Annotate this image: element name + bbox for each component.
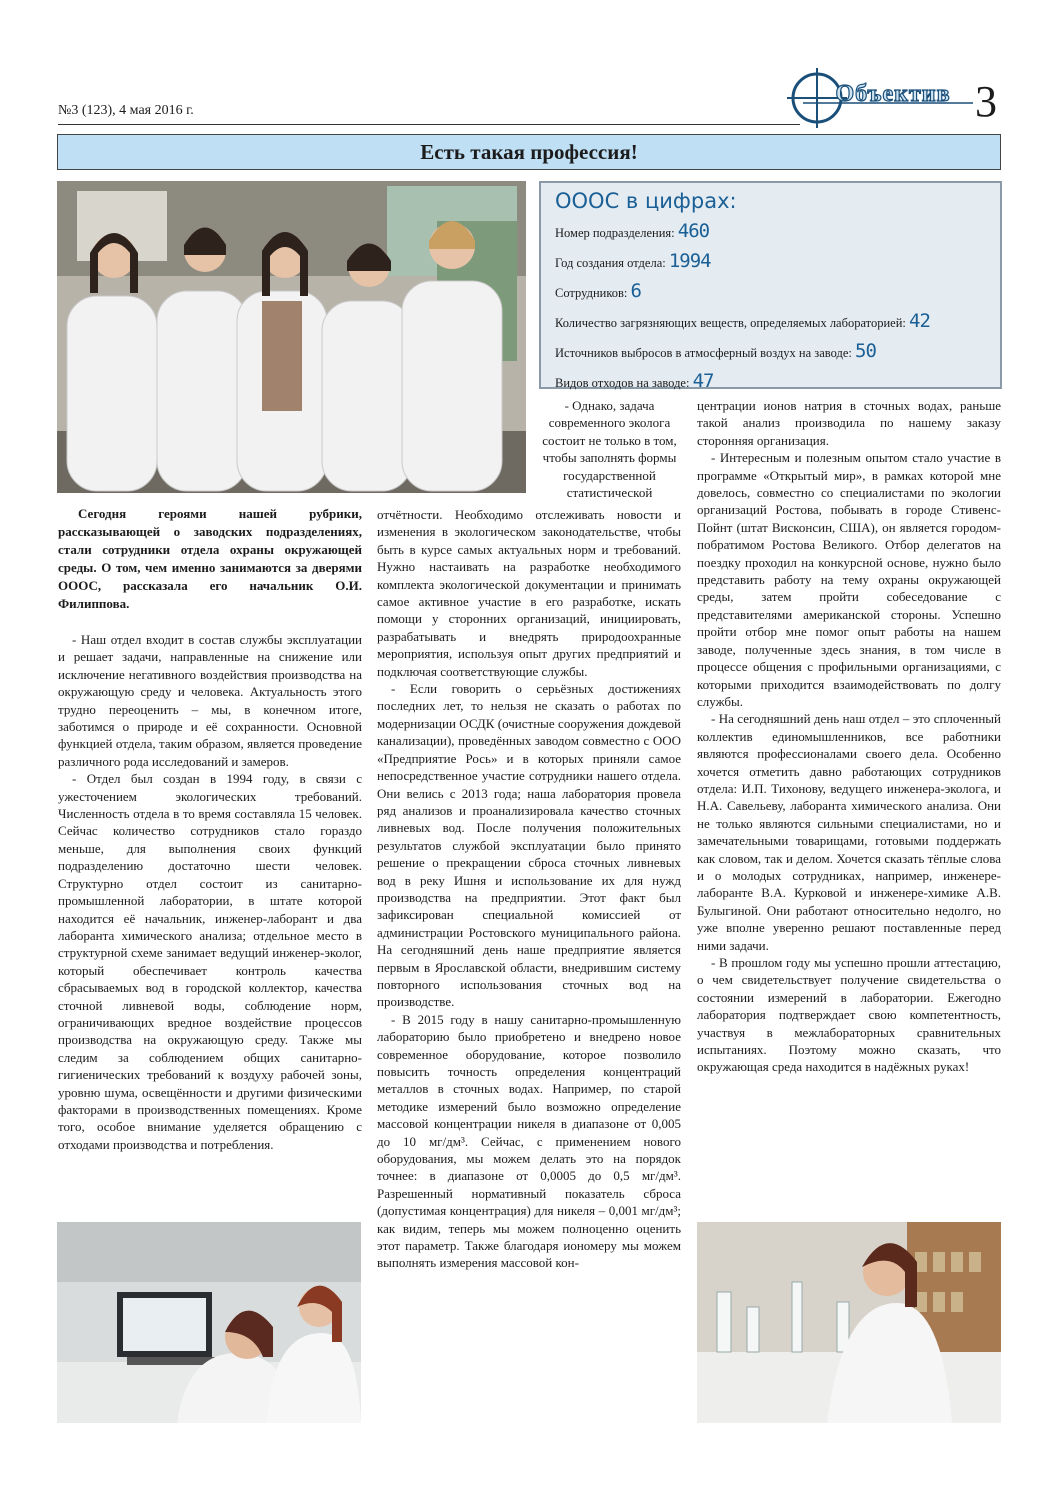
paragraph: - Наш отдел входит в состав службы эксплуатации и решает задачи, направленные на снижение или исключение негативного воздействия производства на окружающую среду и человека. Актуальность этого трудно переоценить – мы, в конечном итоге, заботимся о природе и её сохранности. Основной функцией отдела, таким образом, является проведение различного рода исследований и замеров. [58, 632, 362, 769]
stat-label: Номер подразделения: [555, 226, 675, 240]
paragraph: - На сегодняшний день наш отдел – это сплоченный коллектив единомышленников, все работники являются профессионалами своего дела. Особенно хочется отметить давно работающих сотрудников отдела: И.П. Тихонову, ведущего инженера-эколога, и Н.А. Савельеву, лаборанта химического анализа. Они не только являются сильными специалистами, но и замечательными товарищами, готовыми поддержать как словом, так и делом. Хочется сказать тёплые слова и о молодых сотрудниках, например, инженере-лаборанте В.А. Курковой и инженере-химике А.В. Булыгиной. Они работают относительно недолго, но уже вполне уверенно решают поставленные перед ними задачи. [697, 711, 1001, 953]
lab-photo-chemist [697, 1222, 1001, 1423]
stat-label: Сотрудников: [555, 286, 628, 300]
paragraph: - В прошлом году мы успешно прошли аттестацию, о чем свидетельствует получение свидетельства о состоянии измерений в лаборатории. Ежегодно лаборатория подтверждает свою компетентность, участвуя в межлабораторных сравнительных испытаниях. Поэтому можно сказать, что окружающая среда находится в надёжных руках! [697, 955, 1001, 1075]
stat-value: 6 [630, 280, 641, 302]
stat-value: 460 [677, 220, 710, 242]
paragraph: отчётности. Необходимо отслеживать новости и изменения в экологическом законодательстве, чтобы быть в курсе самых актуальных норм и требований. Нужно настаивать на разработке необходимого комплекта экологической документации и принимать самое активное участие в его разработке, искать помощи у сторонних организаций, инициировать, разрабатывать и внедрять природоохранные мероприятия, используя опыт других предприятий и подключая соответствующие службы. [377, 507, 681, 679]
paragraph: - В 2015 году в нашу санитарно-промышленную лабораторию было приобретено и внедрено новое современное оборудование, которое позволило повысить точность определения концентраций металлов в сточных водах. Например, по старой методике измерений было возможно определение массовой концентрации никеля в диапазоне от 0,005 до 10 мг/дм³. Сейчас, с применением нового оборудования, мы можем делать это на порядок точнее: в диапазоне от 0,0005 до 0,5 мг/дм³. Разрешенный нормативный показатель сброса (допустимая концентрация) для никеля – 0,001 мг/дм³; как видим, теперь мы можем полноценно оценить этот параметр. Также благодаря иономеру мы можем выполнять измерения массовой кон- [377, 1011, 681, 1271]
lab-photo-computer [57, 1222, 361, 1423]
stat-value: 1994 [668, 250, 711, 272]
stats-title: ОООС в цифрах: [555, 189, 737, 213]
paragraph: - Отдел был создан в 1994 году, в связи с ужесточением экологических требований. Численность отдела в то время составляла 15 человек. Сейчас количество сотрудников стало гораздо меньше, для выполнения своих функций подразделению достаточно шести человек. Структурно отдел состоит из санитарно-промышленной лаборатории, в штате которой находится её начальник, инженер-лаборант и два лаборанта химического анализа; отдельное место в структурной схеме занимает ведущий инженер-эколог, который обеспечивает контроль качества сбрасываемых вод в городской коллектор, качества сточной ливневой воды, соблюдение норм, ограничивающих вредное воздействие процессов производства на окружающую среду. Также мы следим за соблюдением общих санитарно-гигиенических требований к воздуху рабочей зоны, уровню шума, освещённости и другими физическими факторами в производственных помещениях. Кроме того, особое внимание уделяется обращению с отходами производства и потребления. [58, 771, 362, 1152]
stat-value: 50 [855, 340, 876, 362]
stat-row [555, 307, 986, 337]
stat-row [555, 247, 986, 277]
stat-row [555, 337, 986, 367]
article-column-3 [697, 397, 1001, 1076]
stats-box [539, 181, 1002, 392]
stat-label: Источников выбросов в атмосферный воздух на заводе: [555, 346, 852, 360]
stat-label: Видов отходов на заводе: [555, 376, 690, 390]
section-banner: Есть такая профессия! [57, 134, 1001, 170]
paragraph: центрации ионов натрия в сточных водах, раньше такой анализ производила по нашему заказу сторонняя организация. [697, 398, 1001, 448]
stat-row [555, 277, 986, 307]
paragraph: - Интересным и полезным опытом стало участие в программе «Открытый мир», в рамках которой мне довелось, совместно со специалистами по экологии организаций Ростова, побывать в городе Стивенс-Пойнт (штат Висконсин, США), он является городом-побратимом Ростова Великого. Отбор делегатов на поездку проходил на конкурсной основе, нужно было представить работу на тему охраны окружающей среды, затем пройти собеседование с представителями американской стороны. Успешно пройти отбор мне помог опыт работы на нашем заводе, полученные здесь знания, в том числе в процессе общения с профильными организациями, с которыми приходится взаимодействовать по долгу службы. [697, 450, 1001, 709]
stat-label: Количество загрязняющих веществ, определяемых лабораторией: [555, 316, 906, 330]
stat-row [555, 217, 986, 247]
header-rule [58, 124, 800, 125]
paragraph: - Если говорить о серьёзных достижениях последних лет, то нельзя не сказать о работах по модернизации ОСДК (очистные сооружения дождевой канализации), проведённых заводом совместно с ООО «Предприятие Рось» и в которых приняли самое непосредственное участие сотрудники нашего отдела. Они велись с 2013 года; наша лаборатория провела ряд анализов и проанализировала качество сточных ливневых вод. После получения положительных результатов службой эксплуатации было принято решение о прекращении сброса сточных ливневых вод в реку Ишня и использование их для нужд производства на предприятии. Этот факт был зафиксирован специальной комиссией от администрации Ростовского муниципального района. На сегодняшний день наше предприятие является первым в Ярославской области, внедрившим систему повторного использования сточных вод на производстве. [377, 681, 681, 1010]
stat-value: 42 [909, 310, 930, 332]
stat-label: Год создания отдела: [555, 256, 666, 270]
article-column-2 [377, 506, 681, 1272]
logo-text: Объектив [835, 81, 951, 107]
page-number: 3 [975, 77, 997, 126]
issue-date: №3 (123), 4 мая 2016 г. [58, 103, 194, 118]
article-column-2-top [538, 397, 681, 501]
paragraph: - Однако, задача современного эколога состоит не только в том, чтобы заполнять формы государственной статистической [542, 398, 677, 501]
team-photo [57, 181, 526, 493]
stat-row [555, 367, 986, 397]
newspaper-logo [783, 66, 973, 130]
article-column-1 [58, 631, 362, 1153]
stat-value: 47 [692, 370, 714, 392]
article-lead: Сегодня героями нашей рубрики, рассказывающей о заводских подразделениях, стали сотрудники отдела охраны окружающей среды. О том, чем именно занимаются за дверями ОООС, рассказала его начальник О.И. Филиппова. [58, 506, 362, 611]
